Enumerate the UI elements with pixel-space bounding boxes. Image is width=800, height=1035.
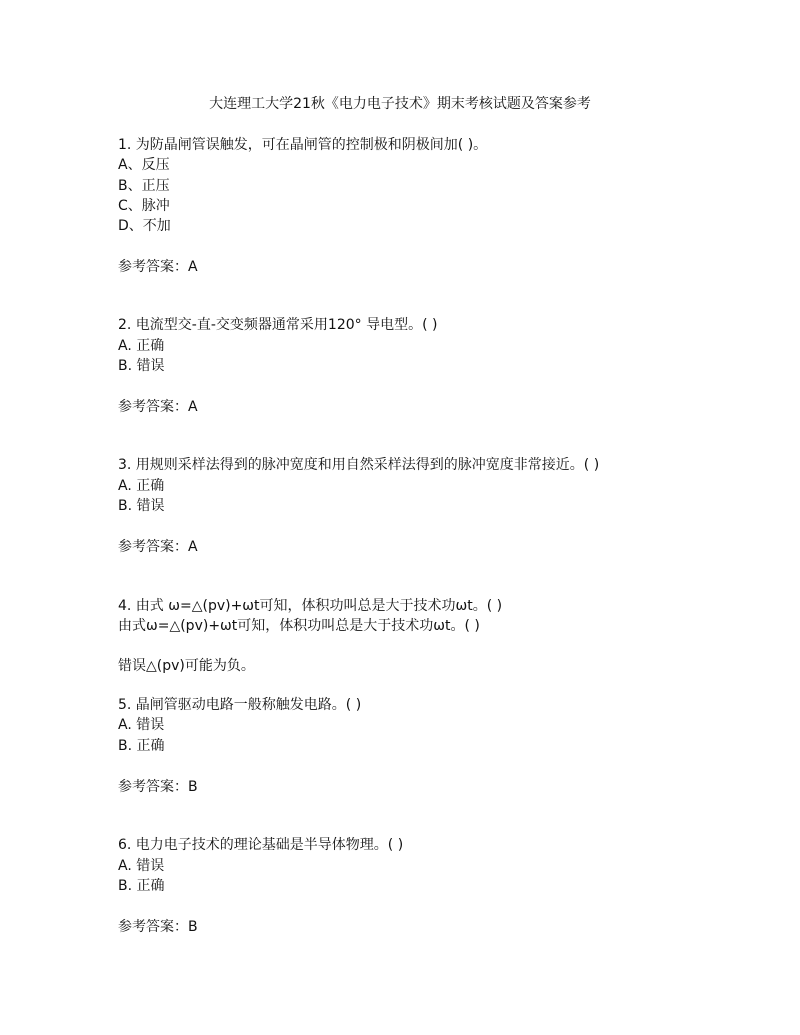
- question-3-answer: 参考答案：A: [118, 539, 198, 555]
- question-6-option-b: B. 正确: [118, 878, 165, 894]
- question-6-answer: 参考答案：B: [118, 919, 198, 935]
- question-2-option-b: B. 错误: [118, 358, 165, 374]
- question-3-option-a: A. 正确: [118, 478, 165, 494]
- question-4-stem: 4. 由式 ω=△(pv)+ωt可知，体积功叫总是大于技术功ωt。( ): [118, 598, 503, 614]
- question-4-repeat: 由式ω=△(pv)+ωt可知，体积功叫总是大于技术功ωt。( ): [118, 618, 480, 634]
- question-1-option-a: A、反压: [118, 157, 170, 173]
- question-2-answer: 参考答案：A: [118, 399, 198, 415]
- document-title: 大连理工大学21秋《电力电子技术》期末考核试题及答案参考: [209, 96, 591, 112]
- question-1-option-c: C、脉冲: [118, 198, 170, 214]
- question-2-option-a: A. 正确: [118, 338, 165, 354]
- question-1-option-b: B、正压: [118, 178, 170, 194]
- question-5-option-a: A. 错误: [118, 717, 165, 733]
- question-1-option-d: D、不加: [118, 218, 171, 234]
- question-3-option-b: B. 错误: [118, 498, 165, 514]
- question-1-stem: 1. 为防晶闸管误触发，可在晶闸管的控制极和阴极间加( )。: [118, 137, 488, 153]
- question-5-stem: 5. 晶闸管驱动电路一般称触发电路。( ): [118, 697, 362, 713]
- question-4-answer: 错误△(pv)可能为负。: [118, 658, 255, 674]
- question-6-option-a: A. 错误: [118, 858, 165, 874]
- question-5-answer: 参考答案：B: [118, 779, 198, 795]
- question-1-answer: 参考答案：A: [118, 259, 198, 275]
- question-3-stem: 3. 用规则采样法得到的脉冲宽度和用自然采样法得到的脉冲宽度非常接近。( ): [118, 457, 600, 473]
- question-2-stem: 2. 电流型交-直-交变频器通常采用120° 导电型。( ): [118, 317, 438, 333]
- question-5-option-b: B. 正确: [118, 738, 165, 754]
- question-6-stem: 6. 电力电子技术的理论基础是半导体物理。( ): [118, 837, 404, 853]
